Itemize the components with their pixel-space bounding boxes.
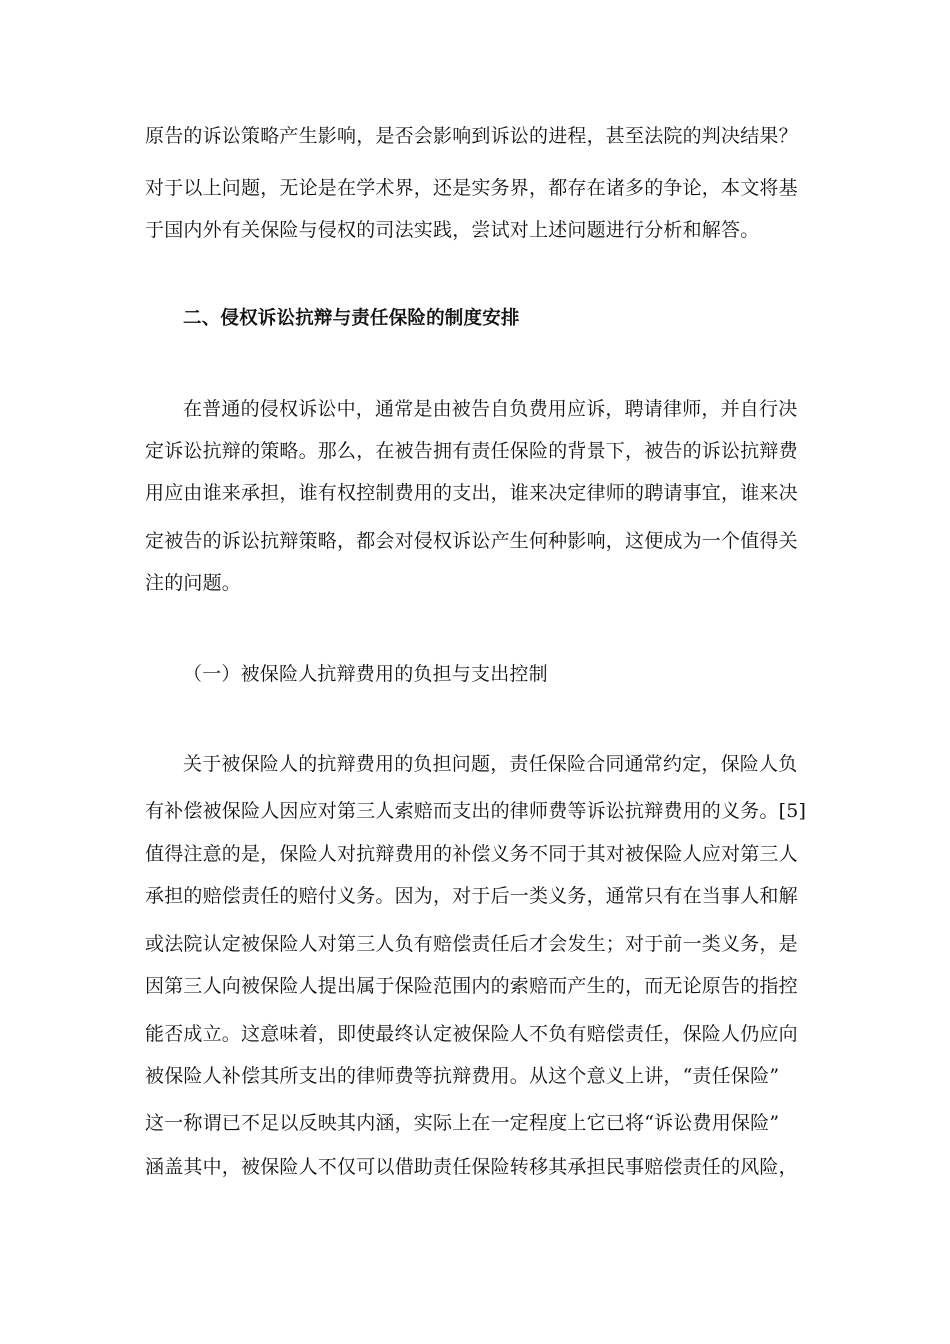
paragraph-1-line-3: 于国内外有关保险与侵权的司法实践，尝试对上述问题进行分析和解答。 xyxy=(145,219,760,241)
paragraph-3-line-3: 值得注意的是，保险人对抗辩费用的补偿义务不同于其对被保险人应对第三人 xyxy=(145,843,798,865)
paragraph-3-line-2: 有补偿被保险人因应对第三人索赔而支出的律师费等诉讼抗辩费用的义务。[5] xyxy=(145,800,807,822)
subsection-heading: （一）被保险人抗辩费用的负担与支出控制 xyxy=(183,663,548,685)
paragraph-3-line-6: 因第三人向被保险人提出属于保险范围内的索赔而产生的，而无论原告的指控 xyxy=(145,975,798,997)
section-heading: 二、侵权诉讼抗辩与责任保险的制度安排 xyxy=(183,308,520,329)
paragraph-2-line-3: 用应由谁来承担，谁有权控制费用的支出，谁来决定律师的聘请事宜，谁来决 xyxy=(145,482,798,504)
paragraph-3-line-4: 承担的赔偿责任的赔付义务。因为，对于后一类义务，通常只有在当事人和解 xyxy=(145,885,798,907)
paragraph-2-line-4: 定被告的诉讼抗辩策略，都会对侵权诉讼产生何种影响，这便成为一个值得关 xyxy=(145,530,798,552)
paragraph-3-line-10: 涵盖其中，被保险人不仅可以借助责任保险转移其承担民事赔偿责任的风险， xyxy=(145,1156,798,1178)
paragraph-1-line-2: 对于以上问题，无论是在学术界，还是实务界，都存在诸多的争论，本文将基 xyxy=(145,177,798,199)
paragraph-3-line-7: 能否成立。这意味着，即使最终认定被保险人不负有赔偿责任，保险人仍应向 xyxy=(145,1023,798,1045)
paragraph-2-line-5: 注的问题。 xyxy=(145,572,242,594)
paragraph-3-line-5: 或法院认定被保险人对第三人负有赔偿责任后才会发生；对于前一类义务，是 xyxy=(145,933,798,955)
paragraph-3-line-9: 这一称谓已不足以反映其内涵，实际上在一定程度上它已将“诉讼费用保险” xyxy=(145,1112,780,1134)
paragraph-3-line-8: 被保险人补偿其所支出的律师费等抗辩费用。从这个意义上讲，“责任保险” xyxy=(145,1065,780,1087)
paragraph-3-line-1: 关于被保险人的抗辩费用的负担问题，责任保险合同通常约定，保险人负 xyxy=(183,753,798,775)
paragraph-1-line-1: 原告的诉讼策略产生影响，是否会影响到诉讼的进程，甚至法院的判决结果？ xyxy=(145,125,798,147)
paragraph-2-line-2: 定诉讼抗辩的策略。那么，在被告拥有责任保险的背景下，被告的诉讼抗辩费 xyxy=(145,440,798,462)
paragraph-2-line-1: 在普通的侵权诉讼中，通常是由被告自负费用应诉，聘请律师，并自行决 xyxy=(183,398,798,420)
